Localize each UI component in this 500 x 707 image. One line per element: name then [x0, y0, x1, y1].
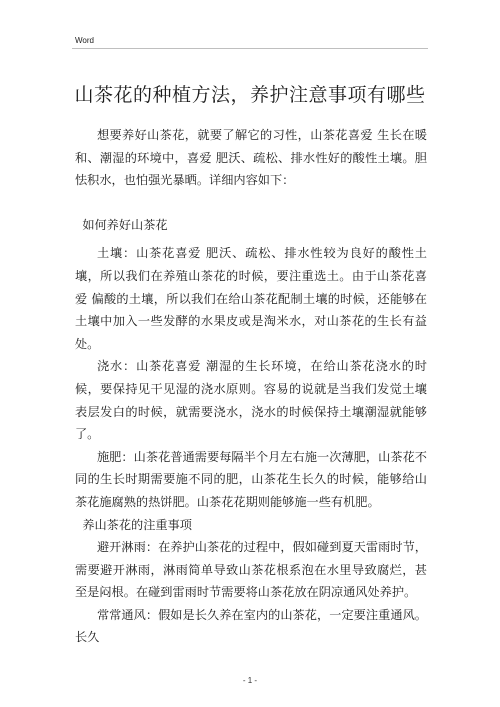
- page-number: - 1 -: [242, 676, 258, 685]
- header-label: Word: [75, 36, 94, 45]
- intro-paragraph: 想要养好山茶花，就要了解它的习性，山茶花喜爱 生长在暖和、潮湿的环境中，喜爱 肥沃、疏松、排水性好的酸性土壤。胆怯积水，也怕强光暴晒。详细内容如下：: [75, 128, 427, 188]
- avoid-rain-paragraph: 避开淋雨：在养护山茶花的过程中，假如碰到夏天雷雨时节，需要避开淋雨，淋雨简单导致山茶花根系泡在水里导致腐烂，甚至是闷根。在碰到雷雨时节需要将山茶花放在阴凉通风处养护。: [75, 540, 427, 600]
- section-heading-care: 如何养好山茶花: [82, 217, 168, 232]
- ventilation-paragraph: 常常通风：假如是长久养在室内的山茶花，一定要注重通风。长久: [75, 607, 427, 645]
- document-body: [75, 124, 427, 649]
- header-divider: [72, 48, 428, 49]
- document-title: 山茶花的种植方法，养护注意事项有哪些: [74, 84, 426, 106]
- fertilizing-paragraph: 施肥：山茶花普通需要每隔半个月左右施一次薄肥，山茶花不同的生长时期需要施不同的肥，山茶花生长久的时候，能够给山茶花施腐熟的热饼肥。山茶花花期则能够施一些有机肥。: [75, 449, 427, 509]
- watering-paragraph: 浇水：山茶花喜爱 潮湿的生长环境，在给山茶花浇水的时候，要保持见干见湿的浇水原则。容易的说就是当我们发觉土壤表层发白的时候，就需要浇水，浇水的时候保持土壤潮湿就能够了。: [75, 359, 427, 442]
- section-heading-notes: 养山茶花的注重事项: [82, 517, 192, 532]
- soil-paragraph: 土壤：山茶花喜爱 肥沃、疏松、排水性较为良好的酸性土壤，所以我们在养殖山茶花的时候，要注重选土。由于山茶花喜爱 偏酸的土壤，所以我们在给山茶花配制土壤的时候，还能够在土壤中加入一些发酵的水果皮或是淘米水，对山茶花的生长有益处。: [75, 246, 427, 351]
